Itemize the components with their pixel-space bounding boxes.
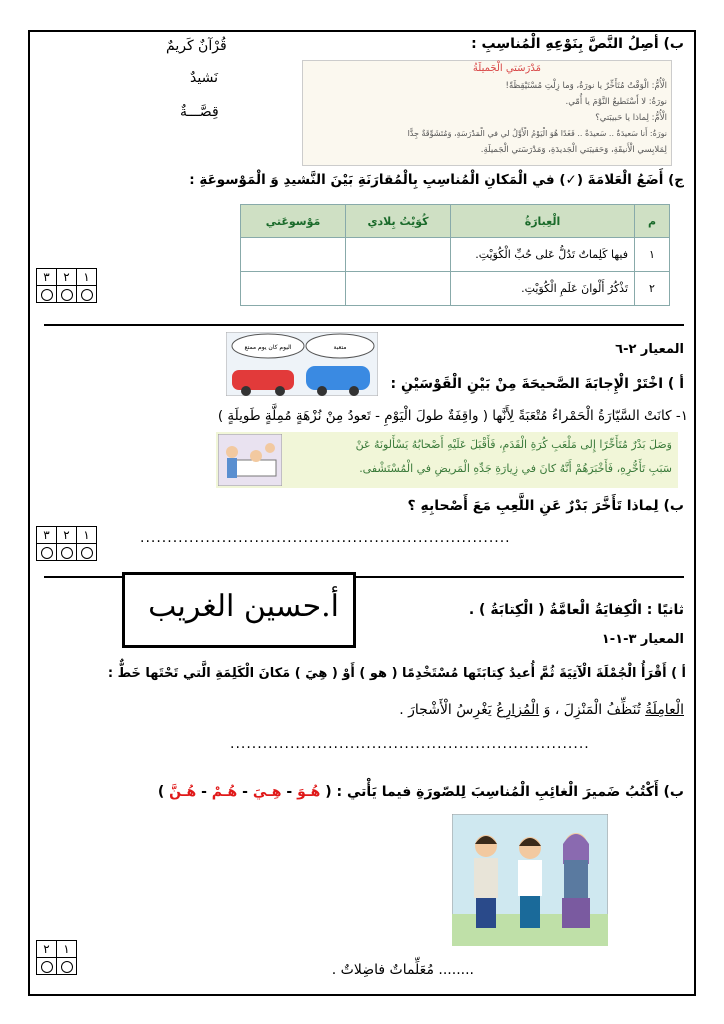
hospital-visit-image — [218, 434, 282, 486]
col-number: م — [635, 205, 670, 238]
section-title: ثانيًا : الْكِفايَةُ الْعامَّةُ ( الْكِتابَةُ ) . — [468, 602, 684, 618]
worksheet-page — [28, 30, 696, 996]
score-circle-icon[interactable] — [61, 289, 73, 301]
final-sentence: ........ مُعَلِّماتٌ فاضِلاتٌ . — [331, 962, 474, 978]
pronoun-option: هُـنَّ — [169, 784, 197, 800]
row-statement: تَذْكُرُ أَلْوانَ عَلَمِ الْكُوَيْتِ. — [451, 272, 635, 306]
row-statement: فيها كَلِماتٌ تَدُلُّ عَلى حُبِّ الْكُوَيْتِ. — [451, 238, 635, 272]
pronoun-option: هِـيَ — [252, 784, 282, 800]
compare-heading: ج) أَضَعُ الْعَلامَةَ (✓) في الْمَكانِ الْمُناسِبِ بِالْمُقارَنَةِ بَيْنَ النَّشيدِ وَ الْمَوْسوعَةِ : — [189, 172, 684, 188]
pronoun-option: هُـمْ — [211, 784, 238, 800]
option-quran[interactable]: قُرْآنٌ كَريمٌ — [166, 38, 227, 54]
teachers-image — [452, 814, 608, 946]
score-circle-icon[interactable] — [61, 547, 73, 559]
choose-heading: أ ) اخْتَرْ الْإِجابَةَ الصَّحيحَةَ مِنْ بَيْنِ الْقَوْسَيْنِ : — [390, 376, 684, 392]
score-circle-icon[interactable] — [81, 289, 93, 301]
score-circle-icon[interactable] — [41, 961, 53, 973]
story-line: لِمَلابِسي الْأَنيقَةِ، وَحَقيبَتي الْجَديدَةِ، وَمَدْرَسَتي الْجَميلَةِ. — [480, 145, 667, 155]
example-sentence: الْعامِلَةُ تُنَظِّفُ الْمَنْزِلَ ، وَ الْمُزارِعُ يَغْرِسُ الْأَشْجارَ . — [399, 702, 684, 718]
teacher-name-stamp — [122, 572, 356, 648]
col-mawsouati: مَوْسوعَتي — [241, 205, 346, 238]
row-number: ١ — [635, 238, 670, 272]
passage-box — [216, 432, 678, 488]
bubble-text: اليوم كان يوم ممتع — [244, 344, 292, 351]
check-cell[interactable] — [346, 272, 451, 306]
bubble-text: متعبة — [333, 344, 347, 351]
rewrite-heading: أ ) أَقْرَأُ الْجُمْلَةَ الْآتِيَةَ ثُمَّ أُعيدُ كِتابَتَها مُسْتَخْدِمًا ( هو ) أَوْ ( هِيَ ) مَكانَ الْكَلِمَةِ الَّتي تَحْتَها خَطٌّ : — [107, 666, 686, 681]
check-cell[interactable] — [241, 272, 346, 306]
table-header-row — [241, 205, 670, 238]
col-statement: الْعِبارَةُ — [451, 205, 635, 238]
check-cell[interactable] — [241, 238, 346, 272]
table-row — [241, 238, 670, 272]
story-line: نورَةُ: أَنا سَعيدَةٌ .. سَعيدَةٌ .. فَغَدًا هُوَ الْيَوْمُ الْأَوَّلُ لي في الْمَدْرَسَةِ، وَمُتَشَوِّقَةٌ جِدًّا — [407, 129, 667, 138]
standard-label: المعيار ٣-١-١ — [601, 632, 684, 647]
answer-line[interactable]: .................................................................. — [230, 736, 590, 752]
underlined-word: الْمُزارِعُ — [496, 702, 540, 718]
pronoun-heading: ب) أَكْتُبُ ضَميرَ الْغائِبِ الْمُناسِبَ لِلصّورَةِ فيما يَأْتي : ( هُـوَ - هِـيَ - هُـمْ - هُـنَّ ) — [157, 784, 684, 800]
cars-cartoon-image — [226, 332, 378, 396]
story-line: نورَةُ: لا أَسْتَطيعُ النَّوْمَ يا أُمّي. — [565, 97, 667, 107]
option-nasheed[interactable]: نَشيدٌ — [190, 70, 218, 86]
option-story[interactable]: قِصَّـــةٌ — [180, 104, 219, 120]
score-circle-icon[interactable] — [41, 289, 53, 301]
score-box: ٢ ١ — [36, 940, 77, 975]
comparison-table — [240, 204, 670, 306]
divider — [44, 324, 684, 326]
score-box: ٣ ٢ ١ — [36, 268, 97, 303]
story-excerpt — [302, 60, 672, 166]
story-title: مَدْرَسَتي الْجَميلَةُ — [472, 63, 541, 74]
score-circle-icon[interactable] — [61, 961, 73, 973]
col-kuwait-biladi: كُوَيْتُ بِلادي — [346, 205, 451, 238]
passage-line: سَبَبِ تَأَخُّرِهِ، فَأَخْبَرَهُمْ أَنَّهُ كانَ في زِيارَةِ جَدِّهِ الْمَريضِ في الْمُسْتَشْفى. — [359, 462, 672, 475]
teacher-name: أ.حسين الغريب — [148, 589, 339, 624]
story-line: الْأُمُّ: لِماذا يا حَبيبَتي؟ — [595, 113, 667, 123]
story-line: الْأُمُّ: الْوَقْتُ مُتَأَخِّرٌ يا نورَةُ، وَما زِلْتِ مُسْتَيْقِظَةً! — [505, 81, 667, 91]
match-heading: ب) أصِلُ النَّصَّ بِنَوْعِهِ الْمُناسِبِ : — [471, 36, 684, 52]
question-1: ١- كانَتْ السَّيّارَةُ الْحَمْراءُ مُتْعَبَةً لِأَنَّها ( واقِفَةٌ طولَ الْيَوْمِ - تَعودُ مِنْ نُزْهَةٍ مُمِلَّةٍ طَويلَةٍ ) — [217, 408, 688, 424]
score-box: ٣ ٢ ١ — [36, 526, 97, 561]
passage-line: وَصَلَ بَدْرٌ مُتَأَخِّرًا إِلى مَلْعَبِ كُرَةِ الْقَدَمِ، فَأَقْبَلَ عَلَيْهِ أَصْحابُهُ يَسْأَلونَهُ عَنْ — [355, 438, 672, 451]
check-cell[interactable] — [346, 238, 451, 272]
row-number: ٢ — [635, 272, 670, 306]
score-circle-icon[interactable] — [81, 547, 93, 559]
standard-label: المعيار ٢-٦ — [615, 342, 684, 357]
answer-line[interactable]: .................................................................... — [140, 530, 511, 546]
question-b: ب) لِماذا تَأَخَّرَ بَدْرٌ عَنِ اللَّعِبِ مَعَ أَصْحابِهِ ؟ — [407, 498, 684, 514]
pronoun-option: هُـوَ — [297, 784, 321, 800]
underlined-word: الْعامِلَةُ — [645, 702, 684, 718]
score-circle-icon[interactable] — [41, 547, 53, 559]
table-row — [241, 272, 670, 306]
